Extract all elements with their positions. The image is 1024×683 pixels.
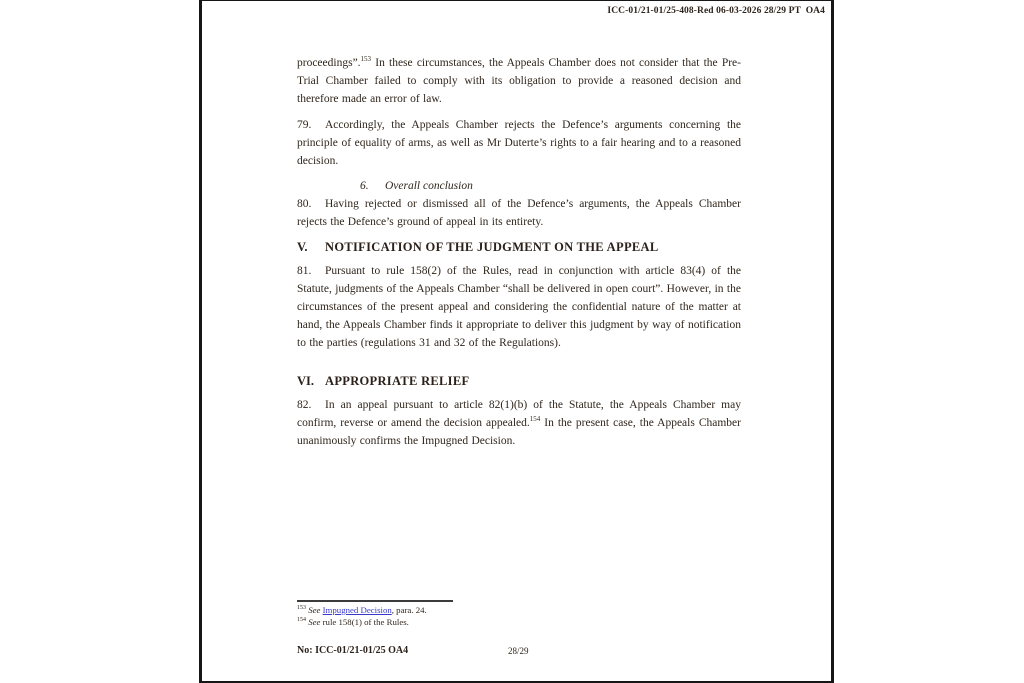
page-number: 28/29: [508, 645, 529, 656]
paragraph-82: [297, 396, 741, 450]
paragraph-text: Accordingly, the Appeals Chamber rejects the Defence’s arguments concerning the principle of equality of arms, as well as Mr Duterte’s rights to a fair hearing and to a reasoned decision.: [297, 119, 741, 167]
paragraph-78-continuation: [297, 54, 741, 108]
footnote-number: 153: [297, 605, 306, 612]
paragraph-81: [297, 262, 741, 352]
section-heading-appropriate-relief: [297, 372, 757, 390]
footnote-link-impugned-decision[interactable]: Impugned Decision: [322, 605, 392, 615]
footnote-see: See: [308, 605, 321, 615]
paragraph-80: [297, 195, 741, 231]
subsection-title: Overall conclusion: [385, 180, 473, 192]
footnote-153: [297, 605, 741, 617]
footnote-see: See: [308, 616, 321, 627]
paragraph-text: proceedings”.: [297, 57, 361, 69]
section-number: V.: [297, 240, 308, 254]
section-title: APPROPRIATE RELIEF: [325, 374, 470, 388]
paragraph-text: In the present case, the Appeals Chamber unanimously confirms the Impugned Decision.: [297, 417, 741, 447]
section-heading-notification: [297, 238, 757, 256]
footer-case-label: No:: [297, 645, 316, 656]
footer-case-number: ICC-01/21-01/25 OA4: [315, 645, 409, 656]
paragraph-number: 79.: [297, 119, 312, 131]
footnote-ref-154: 154: [529, 415, 541, 424]
page-footer: [297, 644, 741, 657]
footnotes-block: [297, 605, 741, 628]
paragraph-number: 82.: [297, 399, 312, 411]
footnote-text: , para. 24.: [391, 605, 427, 615]
footnote-ref-153: 153: [360, 55, 372, 64]
paragraph-text: Having rejected or dismissed all of the Defence’s arguments, the Appeals Chamber rejects the Defence’s ground of appeal in its entirety.: [297, 198, 741, 228]
section-title: NOTIFICATION OF THE JUDGMENT ON THE APPEAL: [325, 240, 659, 254]
paragraph-number: 81.: [297, 265, 312, 277]
footnote-text: rule 158(1) of the Rules.: [322, 616, 409, 627]
header-stamp: ICC-01/21-01/25-408-Red 06-03-2026 28/29 PT OA4: [607, 6, 825, 16]
paragraph-text: In these circumstances, the Appeals Chamber does not consider that the Pre-Trial Chamber failed to comply with its obligation to provide a reasoned decision and therefore made an error of law.: [297, 57, 741, 105]
paragraph-79: [297, 116, 741, 170]
footnote-separator: [297, 600, 453, 602]
footnote-154: [297, 617, 741, 629]
section-number: VI.: [297, 374, 315, 388]
paragraph-number: 80.: [297, 198, 312, 210]
subsection-number: 6.: [360, 180, 369, 192]
paragraph-text: In an appeal pursuant to article 82(1)(b) of the Statute, the Appeals Chamber may confirm, reverse or amend the decision appealed.: [297, 399, 741, 429]
paragraph-text: Pursuant to rule 158(2) of the Rules, read in conjunction with article 83(4) of the Statute, judgments of the Appeals Chamber “shall be delivered in open court”. However, in the circumstances of the present appeal and considering the confidential nature of the matter at hand, the Appeals Chamber finds it appropriate to deliver this judgment by way of notification to the parties (regulations 31 and 32 of the Regulations).: [297, 265, 741, 349]
subsection-heading-overall-conclusion: [360, 177, 740, 195]
document-page: [199, 0, 834, 683]
footnote-number: 154: [297, 616, 306, 623]
